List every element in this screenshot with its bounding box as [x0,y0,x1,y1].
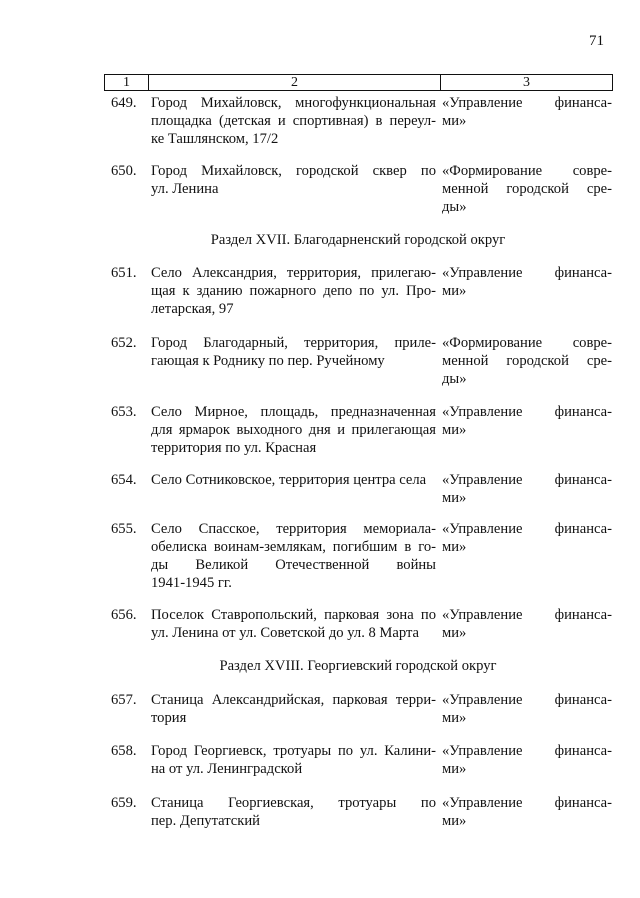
category-line: «Управление финанса- [442,265,612,281]
description-line: территория по ул. Красная [151,440,317,456]
description-line: для ярмарок выходного дня и прилегающая [151,422,436,438]
column-header-2: 2 [149,75,441,91]
category-line: ми» [442,283,467,299]
row-description [151,264,436,318]
row-category [442,520,612,556]
row-number: 656. [111,607,137,623]
description-line: на от ул. Ленинградской [151,761,303,777]
description-line: ке Ташлянском, 17/2 [151,131,279,147]
description-line: тория [151,710,187,726]
row-description [151,742,436,778]
page-number: 71 [589,33,604,49]
category-line: «Управление финанса- [442,743,612,759]
description-line: обелиска воинам-землякам, погибшим в го- [151,539,436,555]
row-category [442,334,612,388]
category-line: «Управление финанса- [442,795,612,811]
row-number: 654. [111,472,137,488]
row-number: 649. [111,95,137,111]
row-category [442,691,612,727]
category-line: ми» [442,761,467,777]
row-number: 653. [111,404,137,420]
row-number: 658. [111,743,137,759]
category-line: ды» [442,371,467,387]
category-line: ми» [442,422,467,438]
description-line: Станица Александрийская, парковая терри- [151,692,436,708]
description-line: Город Михайловск, городской сквер по [151,163,436,179]
description-line: Город Георгиевск, тротуары по ул. Калини- [151,743,436,759]
description-line: 1941-1945 гг. [151,575,232,591]
category-line: ми» [442,813,467,829]
column-header-table [104,74,613,91]
description-line: Город Благодарный, территория, приле- [151,335,436,351]
row-description [151,606,436,642]
row-category [442,471,612,507]
description-line: площадка (детская и спортивная) в переул- [151,113,436,129]
row-category [442,264,612,300]
row-category [442,742,612,778]
section-heading: Раздел XVIII. Георгиевский городской округ [219,658,497,674]
row-number: 659. [111,795,137,811]
description-line: Поселок Ставропольский, парковая зона по [151,607,436,623]
description-line: ды Великой Отечественной войны [151,557,436,573]
category-line: «Управление финанса- [442,692,612,708]
description-line: летарская, 97 [151,301,234,317]
category-line: «Формирование совре- [442,163,612,179]
section-heading: Раздел XVII. Благодарненский городской округ [210,232,506,248]
row-category [442,162,612,216]
row-number: 657. [111,692,137,708]
category-line: ми» [442,710,467,726]
column-header-3: 3 [441,75,613,91]
row-description [151,162,436,198]
description-line: гающая к Роднику по пер. Ручейному [151,353,385,369]
category-line: «Управление финанса- [442,95,612,111]
row-category [442,606,612,642]
row-category [442,403,612,439]
column-header-1: 1 [105,75,149,91]
row-description [151,94,436,148]
description-line: Село Сотниковское, территория центра села [151,472,427,488]
category-line: «Управление финанса- [442,472,612,488]
description-line: ул. Ленина [151,181,219,197]
row-category [442,94,612,130]
category-line: «Управление финанса- [442,521,612,537]
category-line: ды» [442,199,467,215]
description-line: Село Александрия, территория, прилегаю- [151,265,436,281]
row-description [151,403,436,457]
category-line: ми» [442,625,467,641]
row-number: 651. [111,265,137,281]
description-line: Село Спасское, территория мемориала- [151,521,436,537]
description-line: Город Михайловск, многофункциональная [151,95,436,111]
category-line: менной городской сре- [442,181,612,197]
row-description [151,794,436,830]
category-line: ми» [442,490,467,506]
row-number: 650. [111,163,137,179]
row-number: 652. [111,335,137,351]
row-number: 655. [111,521,137,537]
category-line: «Формирование совре- [442,335,612,351]
category-line: ми» [442,539,467,555]
row-category [442,794,612,830]
row-description [151,691,436,727]
description-line: Село Мирное, площадь, предназначенная [151,404,436,420]
category-line: ми» [442,113,467,129]
description-line: щая к зданию пожарного депо по ул. Про- [151,283,436,299]
row-description [151,520,436,592]
category-line: менной городской сре- [442,353,612,369]
category-line: «Управление финанса- [442,404,612,420]
description-line: ул. Ленина от ул. Советской до ул. 8 Марта [151,625,420,641]
description-line: Станица Георгиевская, тротуары по [151,795,436,811]
row-description [151,471,436,489]
description-line: пер. Депутатский [151,813,260,829]
category-line: «Управление финанса- [442,607,612,623]
row-description [151,334,436,370]
